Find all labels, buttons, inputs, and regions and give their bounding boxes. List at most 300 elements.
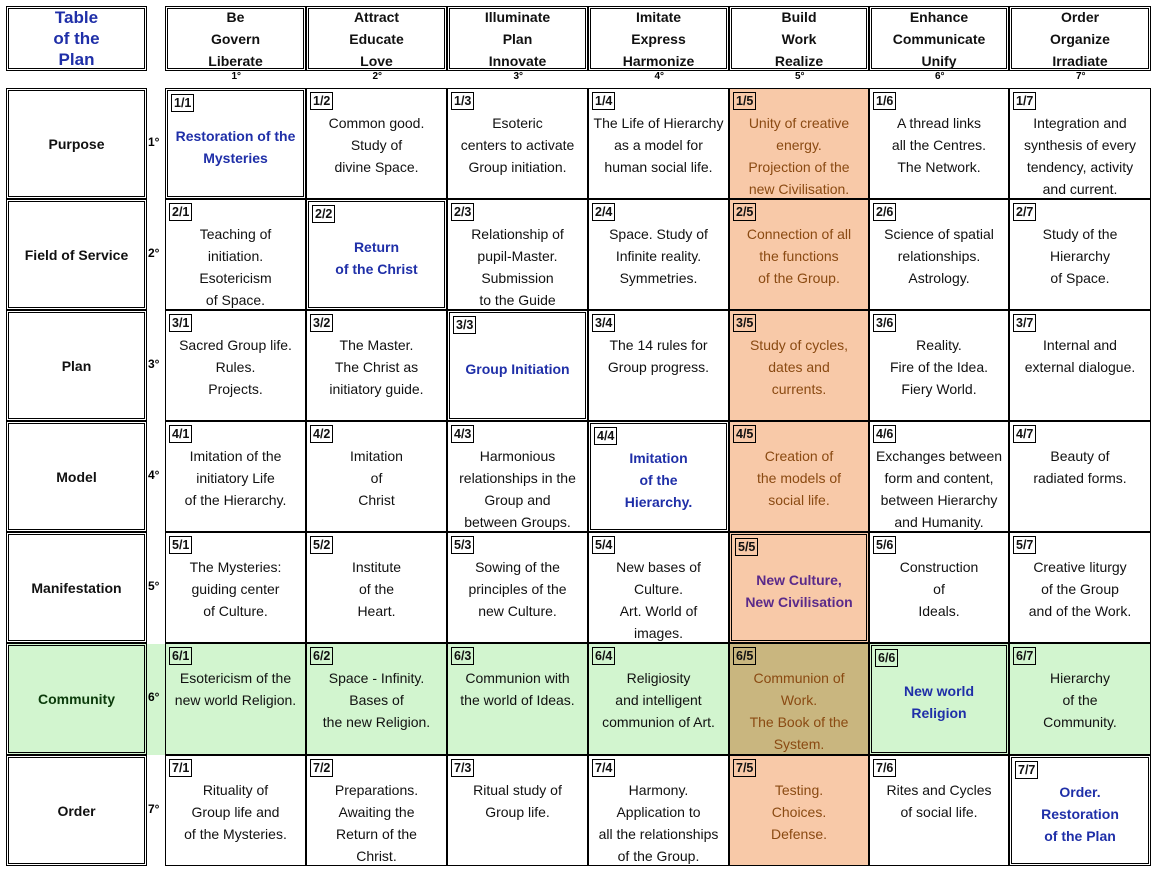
column-header-line: Work (781, 30, 817, 47)
table-title-line: of the (53, 29, 100, 48)
cell-text-line: Religiosity (626, 670, 691, 686)
cell-text-line: and of the Work. (1028, 603, 1132, 619)
row-header-community (6, 643, 147, 755)
cell-text-line: Mysteries (203, 149, 268, 166)
cell-code: 6/5 (733, 647, 756, 665)
cell-text-line: Infinite reality. (615, 248, 702, 264)
cell-text (307, 445, 446, 511)
cell-text (730, 223, 868, 289)
cell-text-line: Space. Study of (609, 226, 708, 242)
cell-text-line: new Civilisation. (748, 181, 850, 197)
cell-text-line: Astrology. (908, 270, 970, 286)
cell-code: 2/3 (451, 203, 474, 221)
cell-text-line: as a model for (614, 137, 703, 153)
cell-text-line: of the Hierarchy. (184, 492, 287, 508)
cell-text (166, 556, 305, 622)
cell-text-line: Space - Infinity. (328, 670, 425, 686)
row-number: 3° (148, 356, 160, 371)
cell-code: 2/2 (312, 205, 335, 223)
cell-code: 1/7 (1013, 92, 1036, 110)
cell-text-line: of (933, 581, 945, 597)
column-header-line: Imitate (635, 8, 682, 25)
cell-text (448, 779, 587, 823)
cell-text-line: Group progress. (607, 359, 710, 375)
cell-5-6 (869, 532, 1009, 643)
cell-text-line: Group life. (485, 804, 550, 820)
cell-4-4 (588, 421, 729, 532)
cell-code: 4/2 (310, 425, 333, 443)
cell-text-line: Science of spatial (884, 226, 994, 242)
cell-text-line: between Hierarchy (880, 492, 998, 508)
cell-5-3 (447, 532, 588, 643)
cell-text-line: Return of the (336, 826, 417, 842)
cell-text-line: of the Group. (758, 270, 840, 286)
cell-text-line: Rites and Cycles (886, 782, 992, 798)
cell-2-3 (447, 199, 588, 310)
row-header-manifestation (6, 532, 147, 643)
cell-text (589, 334, 728, 378)
cell-code: 1/4 (592, 92, 615, 110)
column-number: 3° (513, 71, 524, 82)
cell-text-line: guiding center (191, 581, 280, 597)
cell-text-line: initiatory guide. (329, 381, 424, 397)
column-header-line: Enhance (909, 8, 969, 25)
cell-4-1 (165, 421, 306, 532)
cell-5-4 (588, 532, 729, 643)
cell-text-line: Restoration (1041, 805, 1119, 822)
column-header-line: Communicate (892, 30, 986, 47)
cell-text-line: of Culture. (203, 603, 268, 619)
column-header (1009, 6, 1151, 71)
cell-1-5 (729, 88, 869, 199)
cell-code: 5/2 (310, 536, 333, 554)
cell-text-line: of social life. (900, 804, 978, 820)
cell-code: 7/7 (1015, 761, 1038, 779)
cell-code: 1/2 (310, 92, 333, 110)
cell-code: 3/6 (873, 314, 896, 332)
cell-text (166, 223, 305, 310)
cell-code: 4/4 (594, 427, 617, 445)
cell-3-3 (447, 310, 588, 421)
cell-text (1010, 667, 1150, 733)
cell-1-2 (306, 88, 447, 199)
cell-text-line: Esotericism (199, 270, 272, 286)
cell-text (307, 112, 446, 178)
row-number: 2° (148, 245, 160, 260)
cell-4-7 (1009, 421, 1151, 532)
cell-code: 4/5 (733, 425, 756, 443)
column-header-line: Educate (349, 30, 404, 47)
cell-6-4 (588, 643, 729, 755)
cell-text-line: Choices. (771, 804, 827, 820)
cell-text (307, 334, 446, 400)
cell-text-line: of Space. (205, 292, 266, 308)
cell-text (870, 556, 1008, 622)
cell-text-line: dates and (768, 359, 830, 375)
cell-text-line: all the relationships (598, 826, 719, 842)
row-label: Field of Service (24, 246, 129, 263)
cell-text-line: Defense. (770, 826, 828, 842)
cell-text (1010, 223, 1150, 289)
cell-text-line: Beauty of (1050, 448, 1110, 464)
cell-text (166, 445, 305, 511)
cell-text (450, 313, 585, 418)
row-header-order (6, 755, 147, 866)
cell-code: 6/3 (451, 647, 474, 665)
column-header-line: Illuminate (484, 8, 551, 25)
cell-7-1 (165, 755, 306, 866)
cell-text (1012, 758, 1148, 863)
cell-2-2 (306, 199, 447, 310)
cell-text-line: of (370, 470, 383, 486)
cell-3-5 (729, 310, 869, 421)
cell-code: 1/6 (873, 92, 896, 110)
cell-code: 7/5 (733, 759, 756, 777)
cell-text-line: divine Space. (334, 159, 419, 175)
cell-code: 1/1 (171, 94, 194, 112)
cell-code: 2/7 (1013, 203, 1036, 221)
cell-text (307, 779, 446, 866)
cell-text-line: Communion with (465, 670, 570, 686)
cell-1-7 (1009, 88, 1151, 199)
row-number: 1° (148, 134, 160, 149)
cell-text-line: social life. (768, 492, 830, 508)
cell-text (870, 112, 1008, 178)
table-title-line: Plan (58, 50, 95, 69)
cell-code: 4/7 (1013, 425, 1036, 443)
column-header-line: Govern (210, 30, 260, 47)
cell-7-4 (588, 755, 729, 866)
cell-code: 3/4 (592, 314, 615, 332)
cell-4-5 (729, 421, 869, 532)
column-header-line: Innovate (488, 52, 547, 69)
cell-text (307, 667, 446, 733)
cell-text-line: Order. (1059, 783, 1101, 800)
cell-text (589, 779, 728, 866)
cell-text (448, 667, 587, 711)
cell-code: 3/3 (453, 316, 476, 334)
cell-text-line: new world Religion. (174, 692, 297, 708)
cell-text (870, 223, 1008, 289)
cell-text-line: energy. (776, 137, 822, 153)
cell-text-line: Community. (1043, 714, 1117, 730)
cell-text-line: Common good. (328, 115, 425, 131)
cell-text (307, 556, 446, 622)
column-header (869, 6, 1009, 71)
cell-text-line: the world of Ideas. (460, 692, 575, 708)
column-header-line: Order (1060, 8, 1100, 25)
cell-text-line: Esotericism of the (179, 670, 292, 686)
cell-text-line: Bases of (349, 692, 404, 708)
cell-text-line: Construction (899, 559, 979, 575)
cell-code: 6/6 (875, 649, 898, 667)
cell-text-line: the new Religion. (322, 714, 431, 730)
column-header-line: Plan (502, 30, 533, 47)
cell-text-line: Relationship of (471, 226, 564, 242)
cell-text-line: the functions (759, 248, 839, 264)
cell-3-6 (869, 310, 1009, 421)
cell-text-line: Group initiation. (468, 159, 567, 175)
cell-code: 6/1 (169, 647, 192, 665)
cell-5-7 (1009, 532, 1151, 643)
cell-7-5 (729, 755, 869, 866)
row-label: Community (38, 691, 115, 707)
column-header-line: Build (781, 8, 817, 25)
cell-5-2 (306, 532, 447, 643)
cell-text-line: New Culture, (756, 571, 842, 588)
cell-text (870, 445, 1008, 532)
cell-5-5 (729, 532, 869, 643)
column-header-line: Unify (921, 52, 957, 69)
cell-text-line: Study of (350, 137, 403, 153)
cell-text-line: Imitation of the (189, 448, 282, 464)
cell-text-line: of the Plan (1044, 827, 1116, 844)
cell-text-line: Creation of (764, 448, 834, 464)
cell-text (166, 334, 305, 400)
cell-text (730, 779, 868, 845)
cell-text-line: all the Centres. (891, 137, 987, 153)
cell-code: 1/3 (451, 92, 474, 110)
cell-code: 4/1 (169, 425, 192, 443)
cell-code: 7/4 (592, 759, 615, 777)
cell-text-line: Imitation (350, 448, 403, 464)
cell-text-line: to the Guide (479, 292, 556, 308)
cell-text-line: of the Group. (617, 848, 700, 864)
cell-text-line: Projection of the (748, 159, 850, 175)
cell-text-line: Submission (481, 270, 554, 286)
cell-text-line: between Groups. (464, 514, 571, 530)
cell-code: 7/3 (451, 759, 474, 777)
cell-code: 2/1 (169, 203, 192, 221)
row-number: 7° (148, 801, 160, 816)
cell-7-7 (1009, 755, 1151, 866)
cell-text-line: Internal and (1043, 337, 1117, 353)
cell-4-2 (306, 421, 447, 532)
cell-text (589, 667, 728, 733)
cell-text-line: tendency, activity (1026, 159, 1134, 175)
cell-code: 5/3 (451, 536, 474, 554)
cell-text-line: Hierarchy (1050, 670, 1110, 686)
cell-text-line: Work. (780, 692, 818, 708)
row-label: Manifestation (31, 579, 122, 596)
cell-3-7 (1009, 310, 1151, 421)
cell-1-6 (869, 88, 1009, 199)
cell-text-line: System. (773, 736, 825, 752)
cell-text-line: of the (1062, 692, 1098, 708)
cell-text (1010, 556, 1150, 622)
cell-6-3 (447, 643, 588, 755)
cell-text-line: images. (633, 625, 684, 641)
cell-1-1 (165, 88, 306, 199)
cell-code: 2/4 (592, 203, 615, 221)
cell-text-line: of the Mysteries. (184, 826, 287, 842)
cell-text-line: initiation. (207, 248, 264, 264)
cell-text (166, 779, 305, 845)
cell-code: 5/4 (592, 536, 615, 554)
cell-code: 2/5 (733, 203, 756, 221)
cell-text-line: Group and (484, 492, 551, 508)
cell-text-line: Restoration of the (175, 127, 296, 144)
cell-text-line: Study of the (1042, 226, 1118, 242)
column-header-line: Realize (774, 52, 824, 69)
column-header-line: Organize (1050, 30, 1110, 47)
cell-code: 3/5 (733, 314, 756, 332)
column-number: 7° (1076, 71, 1086, 82)
cell-3-1 (165, 310, 306, 421)
cell-text (1010, 445, 1150, 489)
cell-text-line: Ritual study of (473, 782, 562, 798)
cell-text-line: Exchanges between (875, 448, 1003, 464)
cell-code: 7/2 (310, 759, 333, 777)
cell-2-7 (1009, 199, 1151, 310)
column-number: 5° (795, 71, 805, 82)
cell-text (168, 91, 303, 196)
cell-text-line: Rituality of (202, 782, 269, 798)
cell-text-line: Rules. (215, 359, 256, 375)
cell-text (1010, 334, 1150, 378)
cell-text-line: Symmetries. (619, 270, 698, 286)
cell-code: 3/2 (310, 314, 333, 332)
cell-text-line: Return (353, 238, 400, 255)
cell-text-line: of the Group (1041, 581, 1119, 597)
cell-text (589, 112, 728, 178)
cell-text-line: relationships. (897, 248, 981, 264)
cell-text-line: Integration and (1033, 115, 1127, 131)
cell-text-line: relationships in the (459, 470, 576, 486)
cell-6-1 (165, 643, 306, 755)
cell-text-line: The Network. (897, 159, 981, 175)
cell-6-5 (729, 643, 869, 755)
cell-text-line: Application to (616, 804, 701, 820)
cell-text-line: initiatory Life (196, 470, 275, 486)
row-header-model (6, 421, 147, 532)
cell-text-line: pupil-Master. (477, 248, 558, 264)
cell-2-4 (588, 199, 729, 310)
column-number: 6° (935, 71, 945, 82)
cell-text-line: The Life of Hierarchy (593, 115, 724, 131)
cell-text-line: Harmonious (479, 448, 556, 464)
row-number: 4° (148, 467, 160, 482)
cell-text-line: Study of cycles, (749, 337, 849, 353)
row-label: Model (56, 468, 97, 485)
cell-text-line: and Humanity. (894, 514, 984, 530)
column-header (588, 6, 729, 71)
cell-text-line: currents. (771, 381, 827, 397)
cell-text-line: radiated forms. (1033, 470, 1127, 486)
cell-5-1 (165, 532, 306, 643)
cell-text (870, 334, 1008, 400)
cell-4-3 (447, 421, 588, 532)
cell-text (870, 779, 1008, 823)
cell-text-line: Institute (351, 559, 402, 575)
column-header (729, 6, 869, 71)
cell-text-line: the models of (756, 470, 842, 486)
cell-text-line: of the (639, 471, 678, 488)
column-header-line: Express (631, 30, 686, 47)
cell-6-6 (869, 643, 1009, 755)
cell-code: 5/1 (169, 536, 192, 554)
cell-2-5 (729, 199, 869, 310)
cell-3-2 (306, 310, 447, 421)
cell-text-line: The Christ as (334, 359, 419, 375)
column-number: 4° (654, 71, 665, 82)
column-header-line: Love (360, 52, 393, 69)
cell-text (730, 334, 868, 400)
cell-text-line: Sowing of the (475, 559, 560, 575)
cell-text-line: of the Christ (335, 260, 418, 277)
cell-6-2 (306, 643, 447, 755)
cell-text-line: Hierarchy (1050, 248, 1110, 264)
cell-7-6 (869, 755, 1009, 866)
cell-text-line: of the (358, 581, 395, 597)
cell-text-line: Esoteric (492, 115, 543, 131)
cell-1-3 (447, 88, 588, 199)
row-header-plan (6, 310, 147, 421)
cell-text-line: New world (903, 683, 974, 699)
cell-2-1 (165, 199, 306, 310)
column-header-line: Irradiate (1052, 52, 1108, 69)
cell-code: 6/7 (1013, 647, 1036, 665)
cell-text (166, 667, 305, 711)
cell-text-line: Projects. (208, 381, 263, 397)
cell-code: 5/7 (1013, 536, 1036, 554)
cell-text (448, 112, 587, 178)
cell-text-line: The Mysteries: (189, 559, 282, 575)
cell-text (448, 223, 587, 310)
cell-text-line: Sacred Group life. (179, 337, 292, 353)
cell-text-line: Art. World of (619, 603, 698, 619)
cell-text-line: Christ (358, 492, 395, 508)
cell-code: 4/6 (873, 425, 896, 443)
table-title-line: Table (54, 8, 99, 27)
cell-7-3 (447, 755, 588, 866)
cell-2-6 (869, 199, 1009, 310)
cell-text (448, 556, 587, 622)
cell-text-line: and current. (1042, 181, 1118, 197)
cell-text-line: human social life. (604, 159, 713, 175)
cell-text (589, 223, 728, 289)
column-header (447, 6, 588, 71)
cell-text-line: Religion (911, 705, 967, 721)
cell-code: 2/6 (873, 203, 896, 221)
cell-code: 4/3 (451, 425, 474, 443)
cell-3-4 (588, 310, 729, 421)
cell-text-line: Preparations. (334, 782, 419, 798)
cell-text-line: The Book of the (749, 714, 849, 730)
cell-text-line: Unity of creative (748, 115, 850, 131)
cell-text-line: Ideals. (918, 603, 960, 619)
cell-text-line: Group life and (191, 804, 280, 820)
cell-text-line: Fire of the Idea. (889, 359, 989, 375)
cell-text-line: Testing. (774, 782, 824, 798)
row-label: Order (57, 802, 96, 819)
cell-text-line: Awaiting the (338, 804, 415, 820)
row-label: Plan (61, 357, 92, 374)
cell-text-line: and intelligent (615, 692, 702, 708)
cell-code: 3/7 (1013, 314, 1036, 332)
cell-text-line: Heart. (357, 603, 396, 619)
cell-code: 1/5 (733, 92, 756, 110)
cell-text-line: external dialogue. (1024, 359, 1136, 375)
cell-text (730, 112, 868, 199)
cell-text-line: new Culture. (478, 603, 557, 619)
column-header-line: Liberate (208, 52, 263, 69)
cell-text-line: New Civilisation (745, 593, 853, 610)
cell-text-line: Hierarchy. (624, 493, 693, 510)
cell-7-2 (306, 755, 447, 866)
cell-code: 6/4 (592, 647, 615, 665)
cell-text (309, 202, 444, 307)
